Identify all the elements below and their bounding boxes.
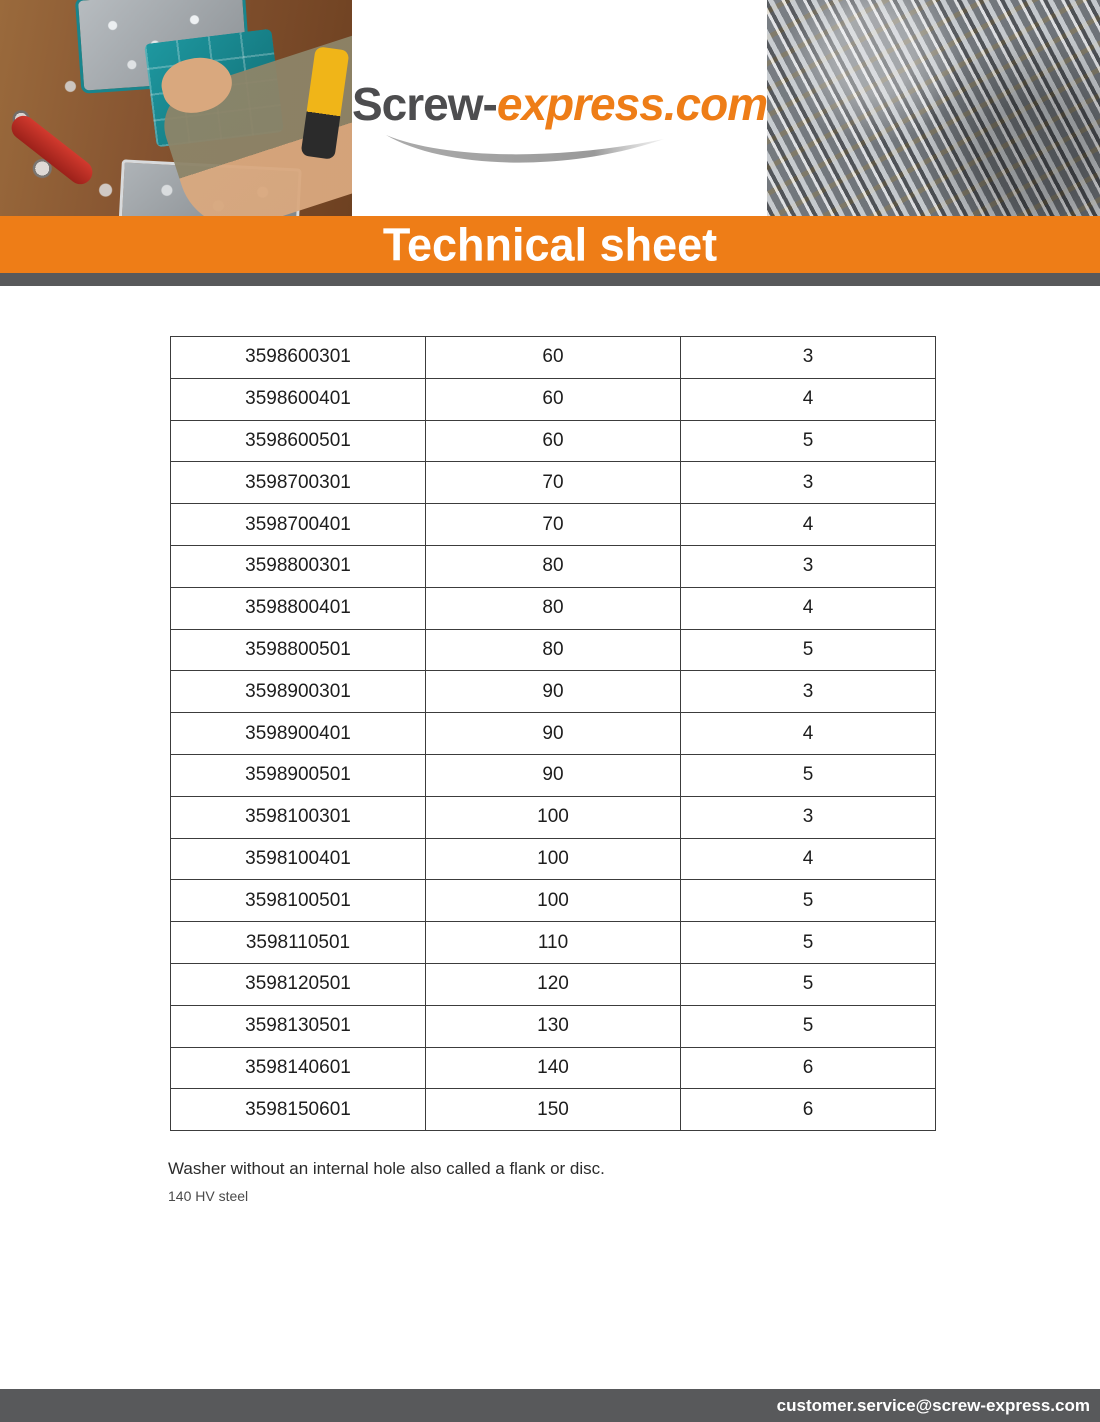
cell-thickness: 3 xyxy=(681,337,936,379)
table-row xyxy=(171,1089,936,1131)
cell-length: 60 xyxy=(426,420,681,462)
cell-thickness: 3 xyxy=(681,796,936,838)
screws-photo xyxy=(767,0,1100,216)
screwdriver-decor xyxy=(7,111,97,189)
cell-part-number: 3598100401 xyxy=(171,838,426,880)
table-row xyxy=(171,922,936,964)
cell-part-number: 3598130501 xyxy=(171,1005,426,1047)
cell-part-number: 3598140601 xyxy=(171,1047,426,1089)
table-row xyxy=(171,671,936,713)
cell-thickness: 5 xyxy=(681,754,936,796)
cell-thickness: 4 xyxy=(681,587,936,629)
table-row xyxy=(171,1047,936,1089)
table-row xyxy=(171,378,936,420)
cell-thickness: 3 xyxy=(681,671,936,713)
cell-length: 100 xyxy=(426,880,681,922)
cell-length: 130 xyxy=(426,1005,681,1047)
spec-table-body xyxy=(171,337,936,1131)
workbench-photo xyxy=(0,0,352,216)
brand-logo-text xyxy=(352,77,767,131)
cell-length: 70 xyxy=(426,504,681,546)
cell-thickness: 4 xyxy=(681,838,936,880)
cell-length: 80 xyxy=(426,545,681,587)
table-row xyxy=(171,796,936,838)
table-row xyxy=(171,754,936,796)
table-row xyxy=(171,420,936,462)
footer xyxy=(0,1389,1100,1422)
logo-swoosh-icon xyxy=(380,131,670,165)
notes xyxy=(168,1159,1100,1204)
cell-length: 120 xyxy=(426,963,681,1005)
brand-logo xyxy=(352,0,767,216)
table-row xyxy=(171,629,936,671)
cell-length: 150 xyxy=(426,1089,681,1131)
cell-part-number: 3598800401 xyxy=(171,587,426,629)
table-row xyxy=(171,1005,936,1047)
spec-table-container xyxy=(170,336,936,1131)
cell-length: 110 xyxy=(426,922,681,964)
cell-part-number: 3598800301 xyxy=(171,545,426,587)
cell-part-number: 3598100301 xyxy=(171,796,426,838)
cell-part-number: 3598100501 xyxy=(171,880,426,922)
cell-part-number: 3598600301 xyxy=(171,337,426,379)
cell-length: 80 xyxy=(426,587,681,629)
cell-thickness: 3 xyxy=(681,545,936,587)
table-row xyxy=(171,462,936,504)
cell-length: 80 xyxy=(426,629,681,671)
cell-length: 60 xyxy=(426,378,681,420)
cell-thickness: 5 xyxy=(681,963,936,1005)
spec-table xyxy=(170,336,936,1131)
cell-thickness: 4 xyxy=(681,713,936,755)
cell-part-number: 3598900501 xyxy=(171,754,426,796)
cell-length: 90 xyxy=(426,754,681,796)
cell-part-number: 3598900301 xyxy=(171,671,426,713)
cell-thickness: 5 xyxy=(681,880,936,922)
cell-length: 90 xyxy=(426,713,681,755)
cell-thickness: 4 xyxy=(681,504,936,546)
cell-length: 90 xyxy=(426,671,681,713)
cell-part-number: 3598600501 xyxy=(171,420,426,462)
table-row xyxy=(171,545,936,587)
cell-length: 140 xyxy=(426,1047,681,1089)
cell-part-number: 3598150601 xyxy=(171,1089,426,1131)
brand-logo-secondary: express.com xyxy=(496,78,768,130)
cell-part-number: 3598900401 xyxy=(171,713,426,755)
cell-length: 100 xyxy=(426,796,681,838)
header xyxy=(0,0,1100,216)
cell-thickness: 5 xyxy=(681,629,936,671)
cell-thickness: 5 xyxy=(681,1005,936,1047)
cell-part-number: 3598110501 xyxy=(171,922,426,964)
table-row xyxy=(171,963,936,1005)
footer-email-link[interactable]: customer.service@screw-express.com xyxy=(776,1395,1090,1415)
material-text: 140 HV steel xyxy=(168,1188,249,1205)
cell-part-number: 3598800501 xyxy=(171,629,426,671)
cell-thickness: 5 xyxy=(681,922,936,964)
cell-thickness: 4 xyxy=(681,378,936,420)
cell-thickness: 3 xyxy=(681,462,936,504)
cell-thickness: 6 xyxy=(681,1047,936,1089)
cell-length: 70 xyxy=(426,462,681,504)
cell-part-number: 3598600401 xyxy=(171,378,426,420)
cell-length: 100 xyxy=(426,838,681,880)
cell-part-number: 3598700401 xyxy=(171,504,426,546)
banner xyxy=(0,216,1100,273)
cell-thickness: 5 xyxy=(681,420,936,462)
brand-logo-primary: Screw- xyxy=(352,78,497,130)
table-row xyxy=(171,504,936,546)
cell-length: 60 xyxy=(426,337,681,379)
cell-part-number: 3598700301 xyxy=(171,462,426,504)
description-text: Washer without an internal hole also called a flank or disc. xyxy=(168,1159,605,1179)
table-row xyxy=(171,713,936,755)
cell-thickness: 6 xyxy=(681,1089,936,1131)
divider-strip xyxy=(0,273,1100,286)
banner-title: Technical sheet xyxy=(382,217,718,270)
table-row xyxy=(171,337,936,379)
cell-part-number: 3598120501 xyxy=(171,963,426,1005)
table-row xyxy=(171,587,936,629)
table-row xyxy=(171,880,936,922)
table-row xyxy=(171,838,936,880)
